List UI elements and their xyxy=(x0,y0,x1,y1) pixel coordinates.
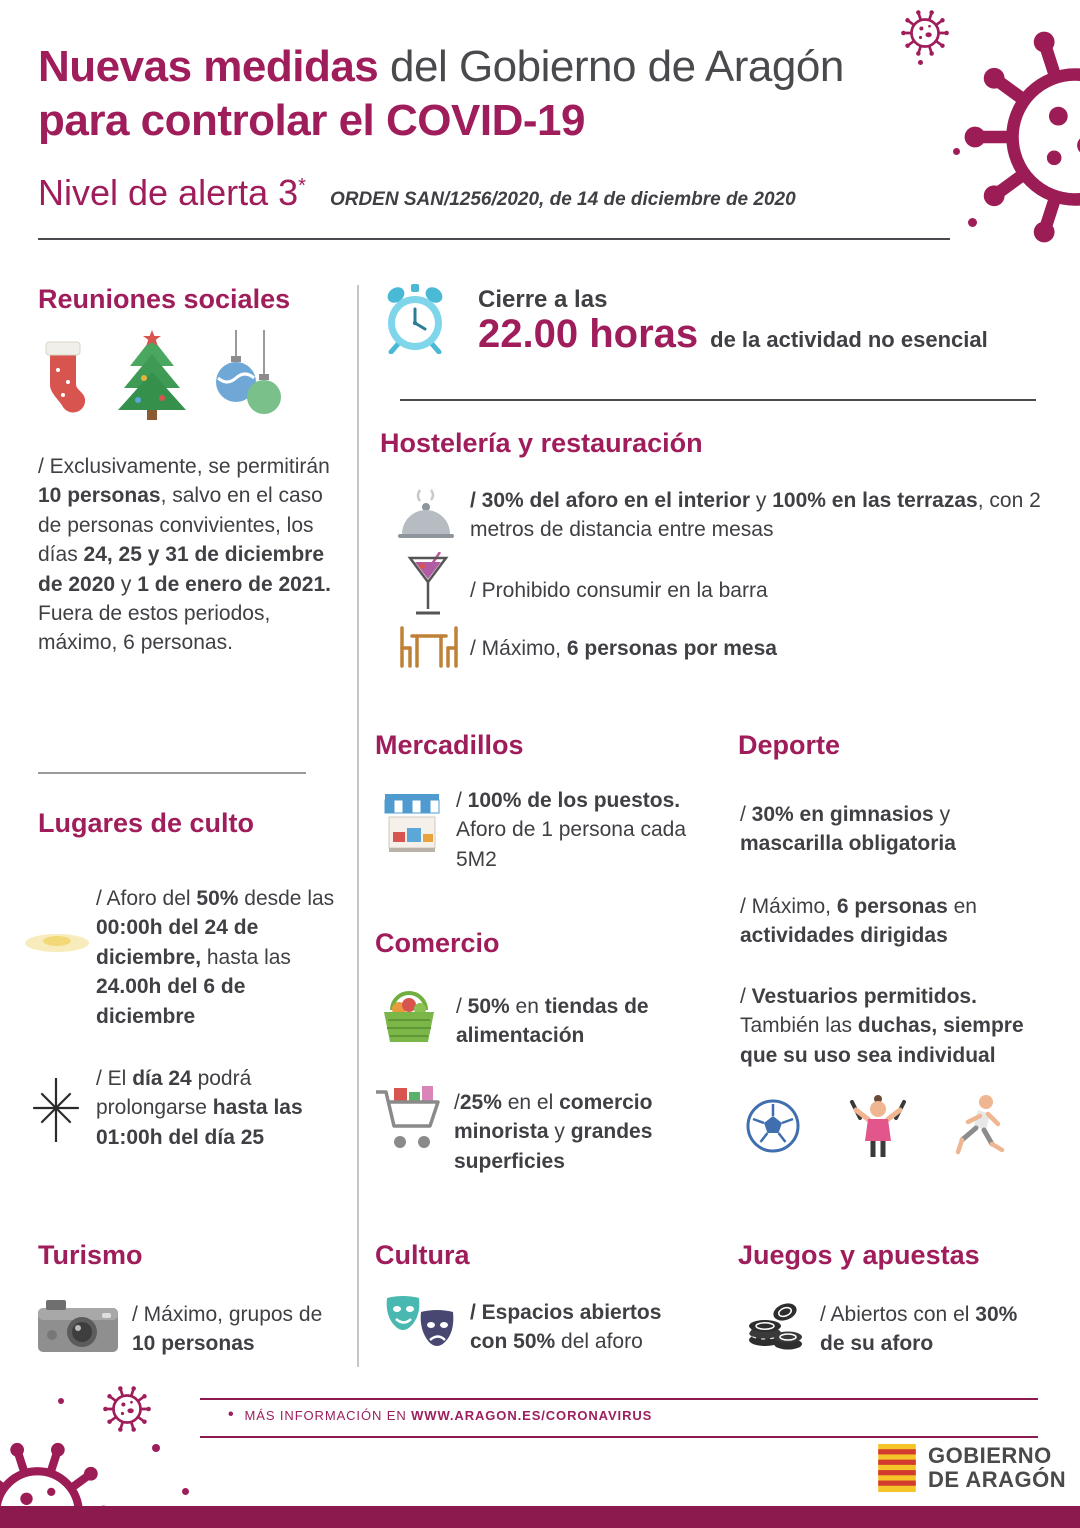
runner-icon xyxy=(952,1094,1006,1158)
logo-text xyxy=(928,1444,1066,1492)
candle-glow-icon xyxy=(22,925,92,955)
christmas-stocking-icon xyxy=(40,340,88,418)
decor-dot xyxy=(968,218,977,227)
camera-icon xyxy=(38,1298,118,1356)
header-divider xyxy=(38,238,950,240)
alert-level: Nivel de alerta 3* xyxy=(38,172,306,213)
section-heading-turismo: Turismo xyxy=(38,1240,143,1270)
hosteleria-item-2: / Prohibido consumir en la barra xyxy=(470,579,768,602)
theater-masks-icon xyxy=(383,1294,461,1358)
mercadillos-text: / 100% de los puestos. Aforo de 1 persona cada 5M2 xyxy=(456,789,686,871)
christmas-ornaments-icon xyxy=(214,330,284,422)
column-divider xyxy=(357,285,359,1367)
section-heading-mercadillos: Mercadillos xyxy=(375,730,524,760)
weightlifter-icon xyxy=(848,1094,908,1158)
decor-dot xyxy=(152,1444,160,1452)
hosteleria-item-1: / 30% del aforo en el interior y 100% en las terrazas, con 2 metros de distancia entre mesas xyxy=(470,489,1041,542)
deporte-item-3: / Vestuarios permitidos. También las duchas, siempre que su uso sea individual xyxy=(740,985,1024,1067)
comercio-item-2: /25% en el comercio minorista y grandes superficies xyxy=(454,1091,653,1173)
christmas-star-icon xyxy=(28,1078,84,1142)
soccer-ball-icon xyxy=(745,1098,801,1154)
order-reference: ORDEN SAN/1256/2020, de 14 de diciembre de 2020 xyxy=(329,189,796,210)
closing-time: 22.00 horas xyxy=(478,312,699,356)
turismo-text: / Máximo, grupos de 10 personas xyxy=(132,1303,323,1356)
alarm-clock-icon xyxy=(383,282,447,354)
footer-info-text: MÁS INFORMACIÓN EN WWW.ARAGON.ES/CORONAVIRUS xyxy=(244,1407,653,1423)
decor-dot xyxy=(918,60,923,65)
market-stall-icon xyxy=(383,792,441,856)
deporte-item-2: / Máximo, 6 personas en actividades dirigidas xyxy=(740,895,977,948)
culto-item-2: / El día 24 podrá prolongarse hasta las 01:00h del día 25 xyxy=(96,1067,303,1149)
section-heading-reuniones: Reuniones sociales xyxy=(38,284,291,314)
logo-line-2: DE ARAGÓN xyxy=(928,1467,1067,1492)
cocktail-icon xyxy=(406,552,450,618)
page-title: Nuevas medidas del Gobierno de Aragón para controlar el COVID-19 xyxy=(38,42,844,145)
section-heading-culto: Lugares de culto xyxy=(38,808,255,838)
logo-line-1: GOBIERNO xyxy=(928,1443,1052,1469)
decor-dot xyxy=(58,1398,64,1404)
virus-icon xyxy=(898,6,952,60)
bottom-bar xyxy=(0,1506,1080,1528)
comercio-item-1: / 50% en tiendas de alimentación xyxy=(456,995,649,1048)
shopping-cart-icon xyxy=(374,1084,442,1156)
grocery-basket-icon xyxy=(378,986,440,1046)
hosteleria-item-3: / Máximo, 6 personas por mesa xyxy=(470,637,777,660)
alert-asterisk: * xyxy=(298,175,306,197)
decor-dot xyxy=(953,148,960,155)
poker-chips-icon xyxy=(745,1294,803,1352)
footer-bullet: • xyxy=(228,1406,235,1423)
decor-dot xyxy=(182,1488,189,1495)
section-heading-comercio: Comercio xyxy=(375,928,500,958)
left-divider xyxy=(38,772,306,774)
closing-divider xyxy=(400,399,1036,401)
footer-info xyxy=(228,1406,652,1424)
table-and-chairs-icon xyxy=(398,626,460,670)
deporte-item-1: / 30% en gimnasios y mascarilla obligatoria xyxy=(740,803,956,856)
section-heading-deporte: Deporte xyxy=(738,730,841,760)
section-heading-juegos: Juegos y apuestas xyxy=(738,1240,980,1270)
closing-intro: Cierre a las xyxy=(478,286,608,313)
virus-icon xyxy=(100,1382,154,1436)
aragon-flag-icon xyxy=(878,1444,916,1492)
reuniones-text: / Exclusivamente, se permitirán 10 personas, salvo en el caso de personas convivientes, los días 24, 25 y 31 de diciembre de 2020 y 1 de enero de 2021. Fuera de estos periodos, máximo, 6 personas. xyxy=(38,455,332,655)
gobierno-aragon-logo xyxy=(878,1444,1066,1492)
culto-item-1: / Aforo del 50% desde las 00:00h del 24 de diciembre, hasta las 24.00h del 6 de diciembre xyxy=(96,887,335,1028)
section-heading-hosteleria: Hostelería y restauración xyxy=(380,428,703,458)
cultura-text: / Espacios abiertos con 50% del aforo xyxy=(470,1301,662,1354)
closing-detail: de la actividad no esencial xyxy=(710,327,988,352)
section-heading-cultura: Cultura xyxy=(375,1240,470,1270)
christmas-tree-icon xyxy=(110,330,194,426)
juegos-text: / Abiertos con el 30% de su aforo xyxy=(820,1303,1018,1356)
alert-level-row xyxy=(38,172,796,214)
closing-row xyxy=(478,312,988,357)
food-cloche-icon xyxy=(398,488,454,544)
footer-divider-top xyxy=(200,1398,1038,1400)
footer-divider-bottom xyxy=(200,1436,1038,1438)
